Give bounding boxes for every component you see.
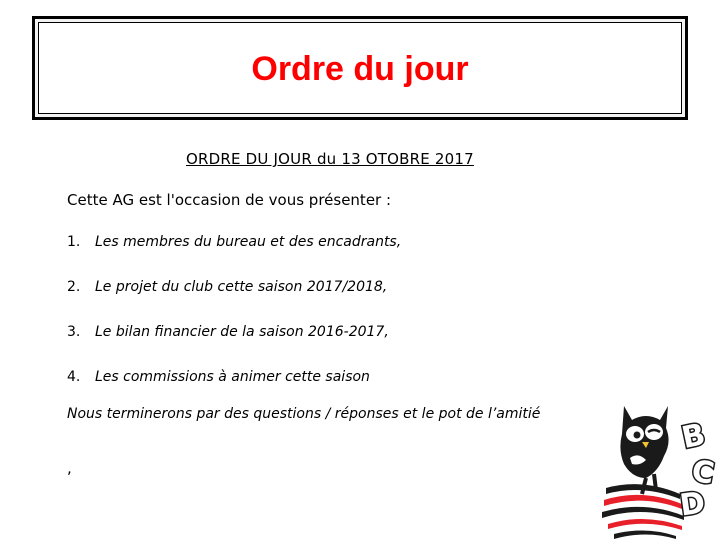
list-item [67,277,401,297]
list-item-text: Le bilan financier de la saison 2016-2017, [95,324,389,340]
list-item [67,232,401,252]
page-title: Ordre du jour [251,50,469,88]
owl-figure [620,406,668,494]
list-item-number: 4. [67,369,81,385]
list-item-text: Les membres du bureau et des encadrants, [95,234,402,250]
list-item [67,322,401,342]
agenda-subtitle: ORDRE DU JOUR du 13 OTOBRE 2017 [186,150,474,168]
intro-text: Cette AG est l'occasion de vous présenter : [67,191,392,209]
list-item-number: 2. [67,279,81,295]
list-item-text: Le projet du club cette saison 2017/2018, [95,279,388,295]
logo-letter-d: D [677,485,708,524]
list-item-text: Les commissions à animer cette saison [95,369,370,385]
agenda-list [67,232,401,412]
list-item-number: 3. [67,324,81,340]
title-box [32,16,688,120]
trailing-comma: , [67,459,72,477]
owl-logo-icon [602,398,720,540]
logo-letter-b: B [678,417,709,457]
list-item-number: 1. [67,234,81,250]
logo-letter-c: C [689,453,717,492]
list-item [67,367,401,387]
closing-text: Nous terminerons par des questions / réponses et le pot de l’amitié [67,406,541,422]
title-frame [38,22,682,114]
